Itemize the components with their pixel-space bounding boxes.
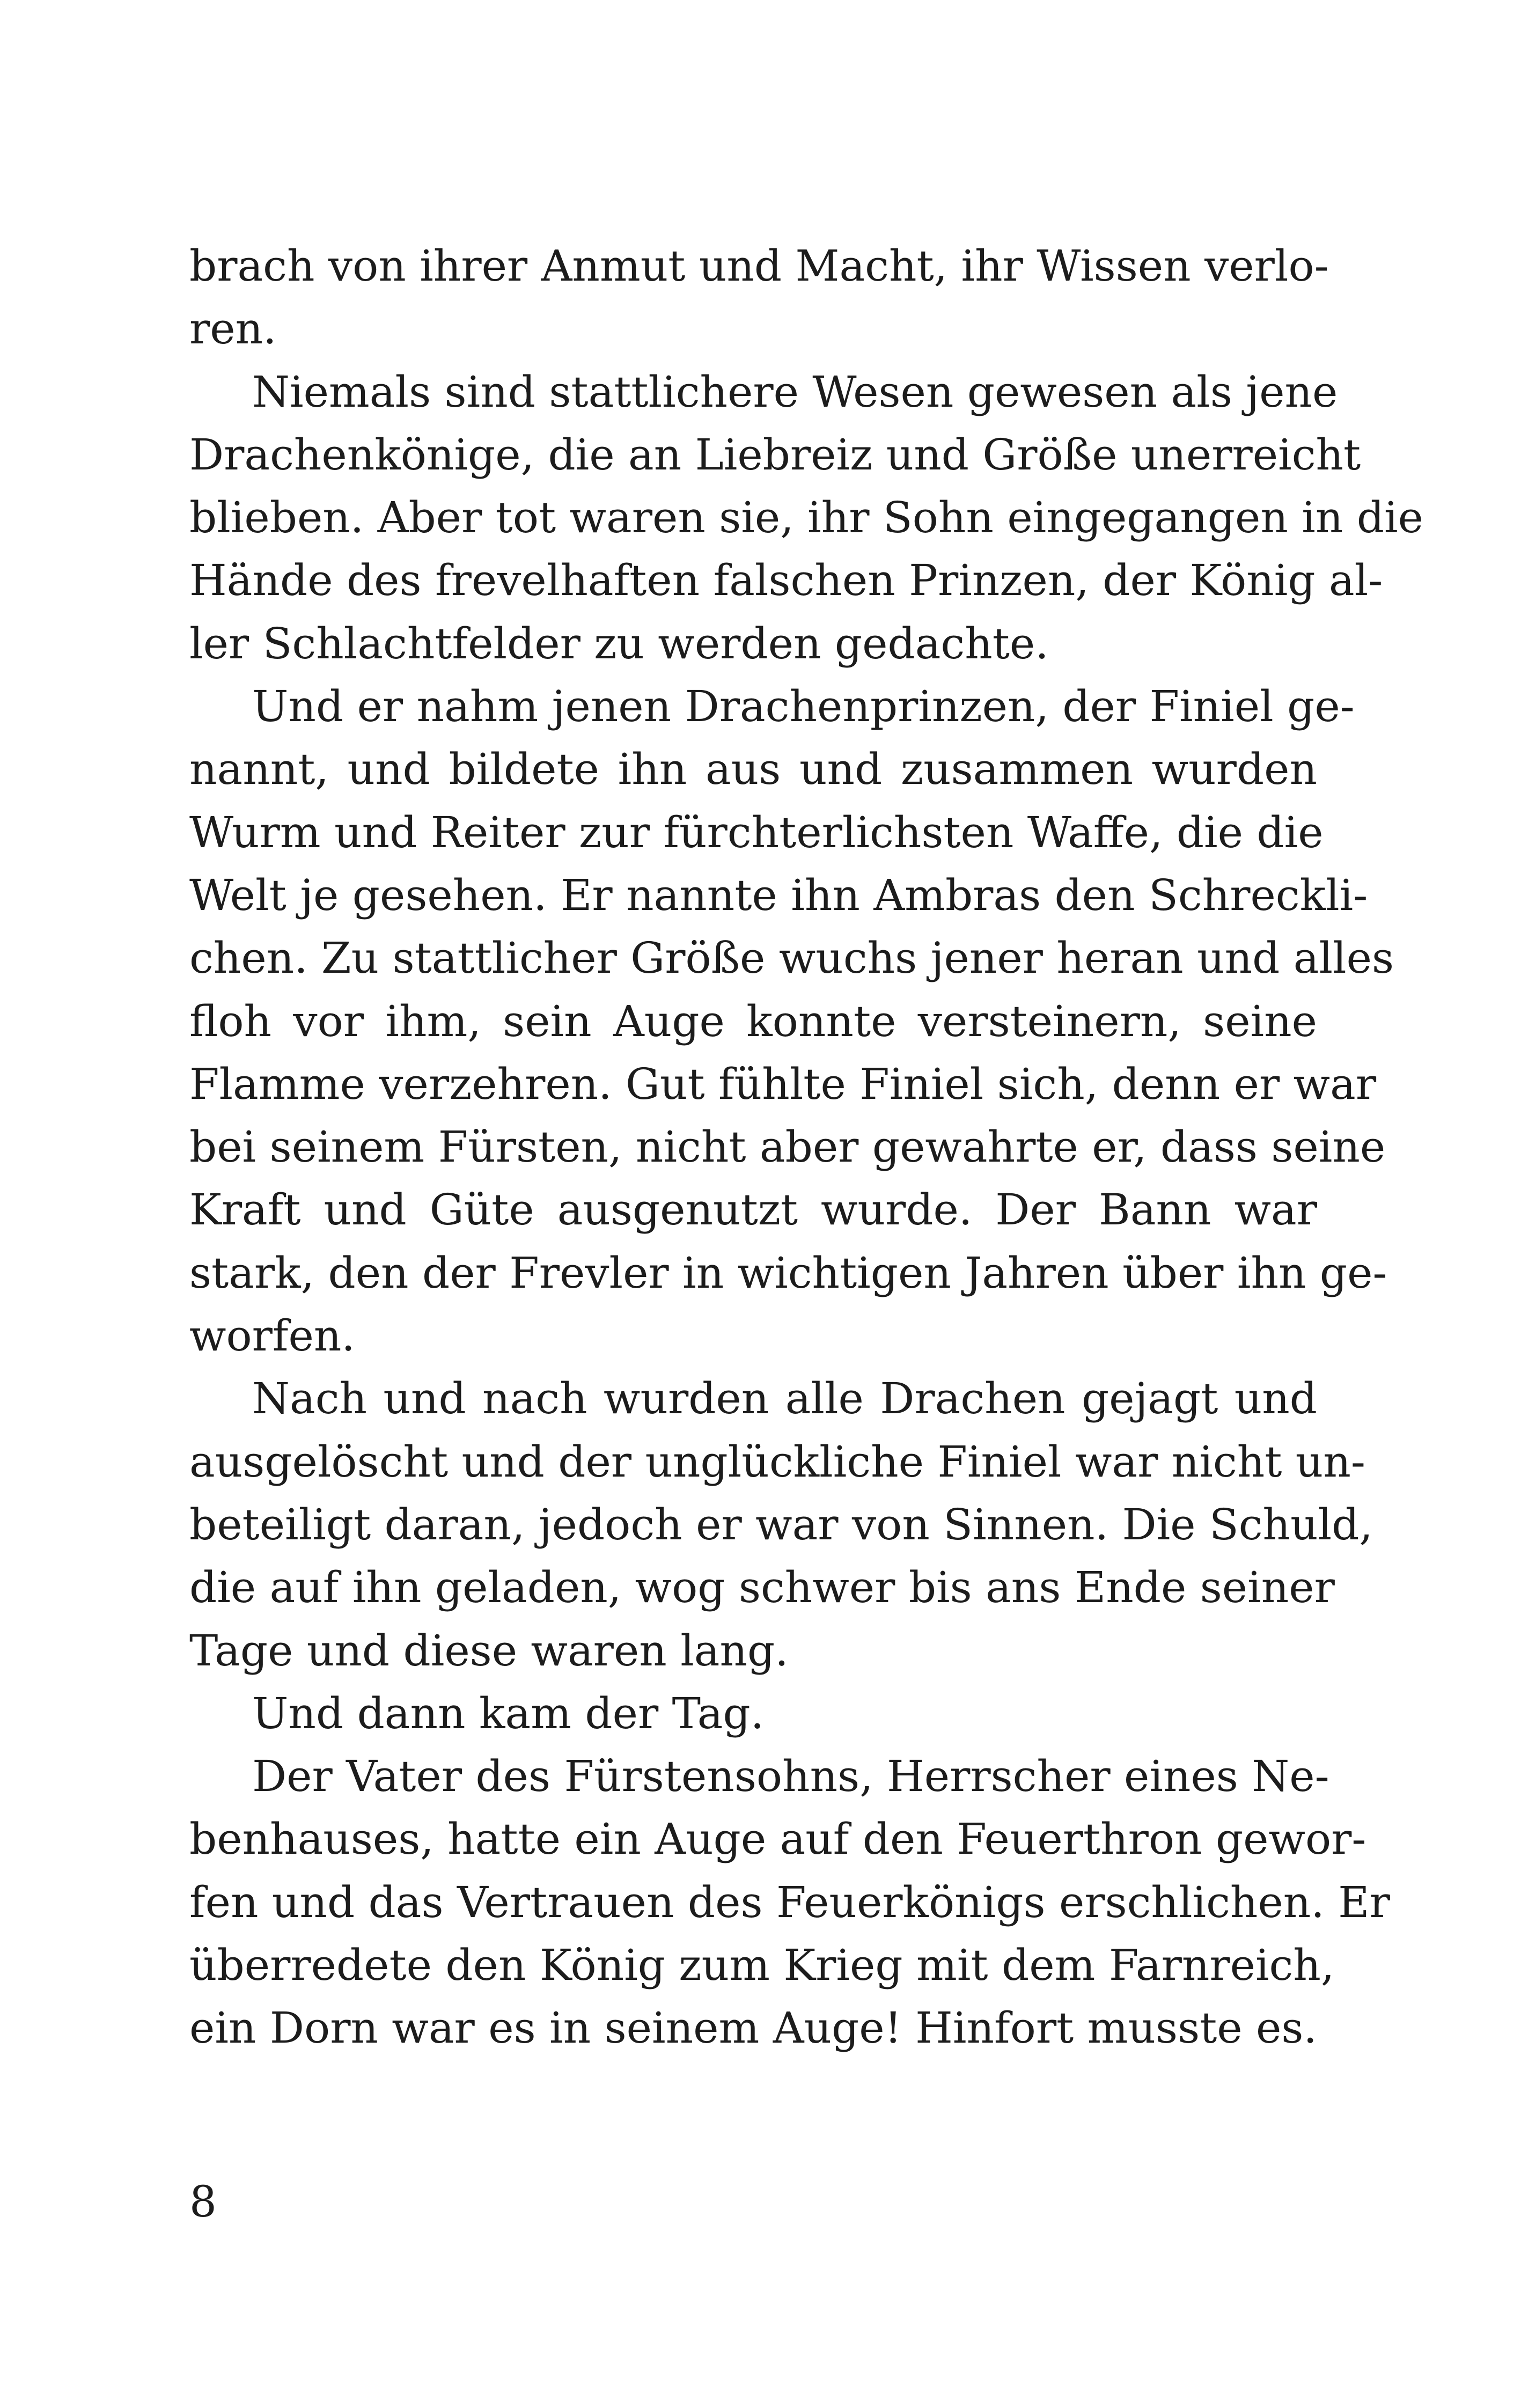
- text-line: worfen.: [189, 1311, 355, 1361]
- text-line: Niemals sind stattlichere Wesen gewesen als jene: [252, 366, 1338, 417]
- text-line: Tage und diese waren lang.: [189, 1625, 789, 1676]
- text-line: Welt je gesehen. Er nannte ihn Ambras den Schreckli-: [189, 870, 1368, 920]
- paragraph: [189, 1367, 1373, 1682]
- paragraph: [189, 234, 1329, 361]
- text-line: Hände des frevelhaften falschen Prinzen, der König al-: [189, 555, 1383, 606]
- text-line: Wurm und Reiter zur fürchterlichsten Waffe, die die: [189, 807, 1324, 857]
- paragraph: [189, 1682, 1317, 1745]
- text-line: blieben. Aber tot waren sie, ihr Sohn eingegangen in die: [189, 493, 1423, 543]
- text-line: floh vor ihm, sein Auge konnte versteinern, seine: [189, 996, 1317, 1046]
- text-line: fen und das Vertrauen des Feuerkönigs erschlichen. Er: [189, 1877, 1390, 1927]
- body-text: [189, 234, 1423, 2060]
- paragraph: [189, 1745, 1390, 2059]
- paragraph: [189, 361, 1423, 675]
- text-line: bei seinem Fürsten, nicht aber gewahrte er, dass seine: [189, 1122, 1386, 1172]
- text-line: Flamme verzehren. Gut fühlte Finiel sich, denn er war: [189, 1059, 1377, 1109]
- page-number: 8: [189, 2177, 217, 2227]
- text-line: ausgelöscht und der unglückliche Finiel war nicht un-: [189, 1436, 1365, 1487]
- text-line: Und er nahm jenen Drachenprinzen, der Finiel ge-: [252, 681, 1355, 732]
- text-line: Nach und nach wurden alle Drachen gejagt und: [252, 1374, 1317, 1424]
- text-line: beteiligt daran, jedoch er war von Sinnen. Die Schuld,: [189, 1499, 1373, 1550]
- text-line: Der Vater des Fürstensohns, Herrscher eines Ne-: [252, 1751, 1329, 1802]
- text-line: die auf ihn geladen, wog schwer bis ans Ende seiner: [189, 1562, 1335, 1613]
- text-line: Drachenkönige, die an Liebreiz und Größe unerreicht: [189, 429, 1361, 480]
- text-line: nannt, und bildete ihn aus und zusammen wurden: [189, 744, 1317, 795]
- text-line: Und dann kam der Tag.: [252, 1688, 765, 1738]
- text-line: ren.: [189, 304, 277, 354]
- text-line: benhauses, hatte ein Auge auf den Feuerthron gewor-: [189, 1814, 1366, 1864]
- text-line: überredete den König zum Krieg mit dem Farnreich,: [189, 1940, 1335, 1991]
- text-line: stark, den der Frevler in wichtigen Jahren über ihn ge-: [189, 1247, 1387, 1298]
- text-line: ler Schlachtfelder zu werden gedachte.: [189, 618, 1049, 669]
- paragraph: [189, 675, 1394, 1367]
- text-line: chen. Zu stattlicher Größe wuchs jener heran und alles: [189, 933, 1394, 983]
- text-line: Kraft und Güte ausgenutzt wurde. Der Bann war: [189, 1185, 1317, 1235]
- text-line: brach von ihrer Anmut und Macht, ihr Wissen verlo-: [189, 241, 1329, 291]
- text-line: ein Dorn war es in seinem Auge! Hinfort musste es.: [189, 2003, 1317, 2053]
